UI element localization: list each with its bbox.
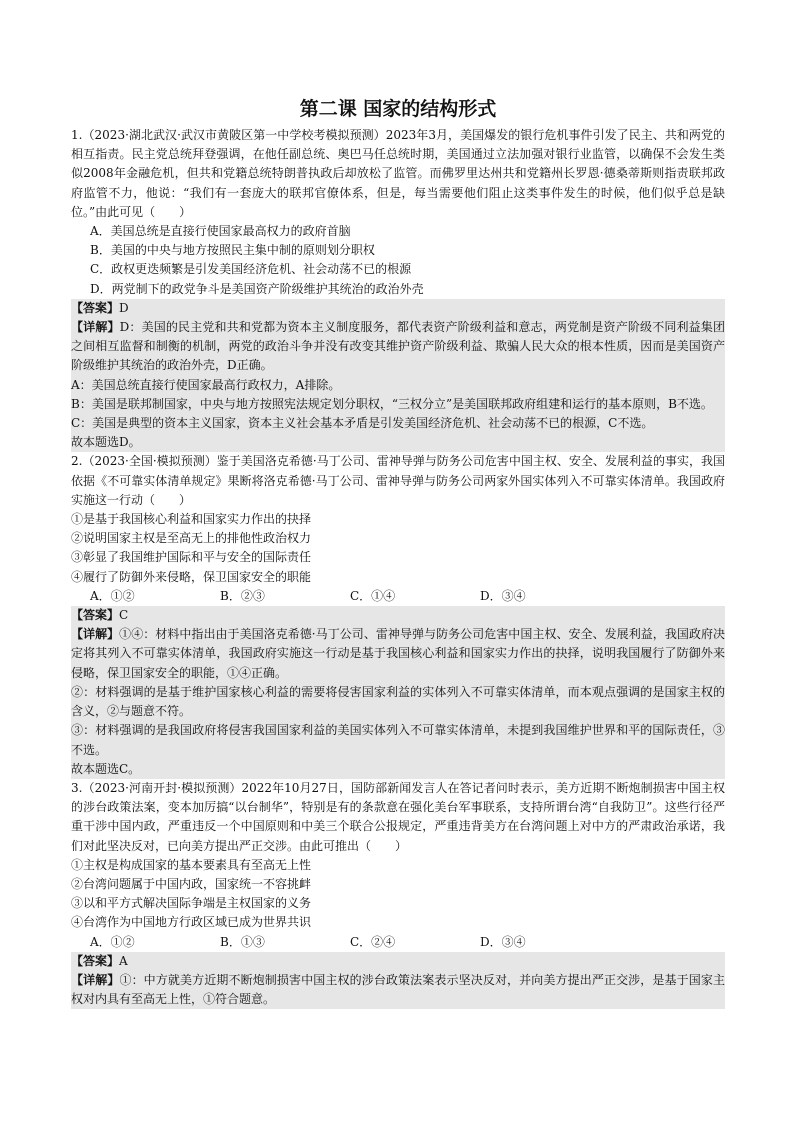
answer-value: C [119, 608, 129, 623]
detail-conclusion: 故本题选C。 [71, 761, 141, 776]
choice-a: A．①② [90, 588, 135, 603]
choice-d: D．③④ [480, 934, 526, 949]
detail-text: A：美国总统直接行使国家最高行政权力，A排除。 [71, 377, 341, 392]
detail-line [71, 625, 725, 683]
question-2 [71, 452, 725, 778]
detail-text: ②：材料强调的是基于维护国家核心利益的需要将侵害国家利益的实体列入不可靠实体清单，而本观点强调的是国家主权的含义，②与题意不符。 [71, 684, 725, 719]
detail-label: 【详解】 [71, 320, 120, 335]
detail-text: B：美国是联邦制国家，中央与地方按照宪法规定划分职权，“三权分立”是美国联邦政府组建和运行的基本原则，B不选。 [71, 396, 713, 411]
document-page [71, 96, 725, 1009]
statement-item: ③以和平方式解决国际争端是主权国家的义务 [71, 896, 312, 911]
detail-conclusion: 故本题选D。 [71, 435, 141, 450]
statement-item: ②说明国家主权是至高无上的排他性政治权力 [71, 531, 312, 546]
question-stem: 1.（2023·湖北武汉·武汉市黄陂区第一中学校考模拟预测）2023年3月，美国爆发的银行危机事件引发了民主、共和两党的相互指责。民主党总统拜登强调，在他任副总统、奥巴马任总统时期，美国通过立法加强对银行业监管，以确保不会发生类似2008年金融危机，但共和党籍总统特朗普执政后却放松了监管。而佛罗里达州共和党籍州长罗恩·德桑蒂斯则指责联邦政府监管不力，他说：“我们有一套庞大的联邦官僚体系，但是，每当需要他们阻止这类事件发生的时候，他们似乎总是缺位。”由此可见（ ） [71, 128, 725, 219]
detail-line [71, 318, 725, 376]
detail-line [71, 971, 725, 1009]
option-c: C．政权更迭频繁是引发美国经济危机、社会动荡不已的根源 [90, 262, 412, 277]
question-stem: 2.（2023·全国·模拟预测）鉴于美国洛克希德·马丁公司、雷神导弹与防务公司危害中国主权、安全、发展利益的事实，我国依据《不可靠实体清单规定》果断将洛克希德·马丁公司、雷神导弹与防务公司两家外国实体列入不可靠实体清单。我国政府实施这一行动（ ） [71, 454, 725, 507]
choice-c: C．②④ [350, 934, 396, 949]
detail-text: D：美国的民主党和共和党都为资本主义制度服务，都代表资产阶级利益和意志，两党制是资产阶级不同利益集团之间相互监督和制衡的机制，两党的政治斗争并没有改变其维护资产阶级利益、欺骗人民大众的根本性质，因而是美国资产阶级维护其统治的政治外壳，D正确。 [71, 320, 725, 373]
choice-c: C．①④ [350, 588, 396, 603]
answer-value: A [119, 953, 128, 968]
statement-item: ④台湾作为中国地方行政区域已成为世界共识 [71, 915, 312, 930]
statement-item: ①是基于我国核心利益和国家实力作出的抉择 [71, 512, 312, 527]
page-title: 第二课 国家的结构形式 [299, 98, 497, 120]
statement-item: ①主权是构成国家的基本要素具有至高无上性 [71, 857, 312, 872]
option-b: B．美国的中央与地方按照民主集中制的原则划分职权 [90, 243, 375, 258]
detail-label: 【详解】 [71, 627, 120, 642]
question-stem: 3.（2023·河南开封·模拟预测）2022年10月27日，国防部新闻发言人在答记者问时表示，美方近期不断炮制损害中国主权的涉台政策法案，变本加厉搞“以台制华”，特别是有的条款意在强化美台军事联系，支持所谓台湾“自我防卫”。这些行径严重干涉中国内政，严重违反一个中国原则和中美三个联合公报规定，严重违背美方在台湾问题上对中方的严肃政治承诺，我们对此坚决反对，已向美方提出严正交涉。由此可推出（ ） [71, 780, 725, 853]
detail-text: ③：材料强调的是我国政府将侵害我国国家利益的美国实体列入不可靠实体清单，未提到我国维护世界和平的国际责任，③不选。 [71, 723, 725, 757]
statement-item: ③彰显了我国维护国际和平与安全的国际责任 [71, 550, 312, 565]
detail-label: 【详解】 [71, 972, 120, 987]
answer-block [71, 952, 725, 1010]
question-1 [71, 126, 725, 452]
choice-row [71, 933, 725, 952]
option-a: A．美国总统是直接行使国家最高权力的政府首脑 [90, 224, 351, 239]
statement-item: ④履行了防御外来侵略，保卫国家安全的职能 [71, 569, 312, 584]
detail-text: C：美国是典型的资本主义国家，资本主义社会基本矛盾是引发美国经济危机、社会动荡不已的根源，C不选。 [71, 416, 654, 431]
choice-d: D．③④ [480, 588, 526, 603]
answer-line [71, 952, 725, 971]
choice-b: B．②③ [220, 588, 265, 603]
answer-line [71, 299, 725, 318]
answer-label: 【答案】 [71, 300, 120, 315]
option-d: D．两党制下的政党争斗是美国资产阶级维护其统治的政治外壳 [90, 281, 424, 296]
choice-row [71, 587, 725, 606]
answer-line [71, 606, 725, 625]
answer-label: 【答案】 [71, 953, 120, 968]
detail-text: ①④：材料中指出由于美国洛克希德·马丁公司、雷神导弹与防务公司危害中国主权、安全、发展利益，我国政府决定将其列入不可靠实体清单，我国政府实施这一行动是基于我国核心利益和国家实力作出的抉择，说明我国履行了防御外来侵略，保卫国家安全的职能，①④正确。 [71, 627, 725, 680]
answer-block [71, 299, 725, 453]
statement-item: ②台湾问题属于中国内政，国家统一不容挑衅 [71, 876, 312, 891]
answer-value: D [119, 300, 129, 315]
detail-text: ①：中方就美方近期不断炮制损害中国主权的涉台政策法案表示坚决反对，并向美方提出严正交涉，是基于国家主权对内具有至高无上性，①符合题意。 [71, 972, 725, 1007]
answer-label: 【答案】 [71, 608, 120, 623]
question-3 [71, 779, 725, 1009]
choice-a: A．①② [90, 934, 135, 949]
answer-block [71, 606, 725, 779]
choice-b: B．①③ [220, 934, 265, 949]
